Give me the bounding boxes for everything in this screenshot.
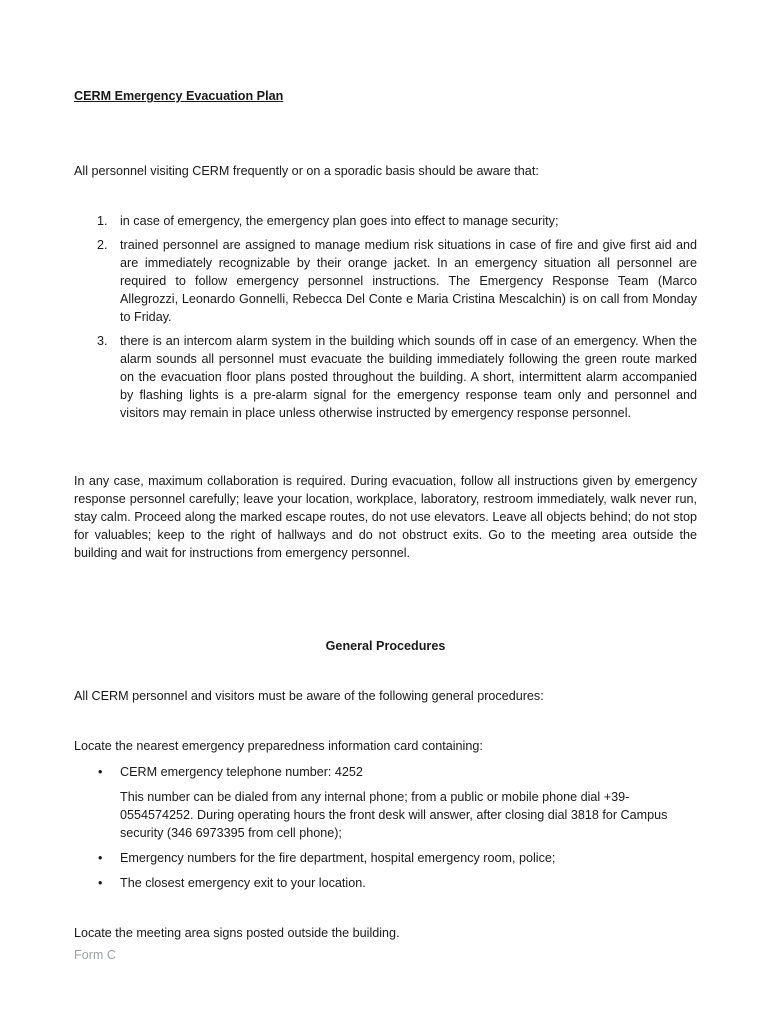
locate-signs-text: Locate the meeting area signs posted outside the building. (74, 926, 400, 940)
list-number: 1. (97, 214, 108, 228)
list-item-text: there is an intercom alarm system in the building which sounds off in case of an emergency. When the alarm sounds all personnel must evacuate the building immediately following the green route marked on the evacuation floor plans posted throughout the building. A short, intermittent alarm accompanied by flashing lights is a pre-alarm signal for the emergency response team only and personnel and visitors may remain in place unless otherwise instructed by emergency response personnel. (120, 334, 697, 420)
locate-card-text: Locate the nearest emergency preparedness information card containing: (74, 739, 483, 753)
bullet-icon: • (98, 876, 103, 890)
numbered-list (74, 212, 697, 428)
document-title: CERM Emergency Evacuation Plan (74, 89, 284, 103)
list-item-text: in case of emergency, the emergency plan goes into effect to manage security; (120, 214, 559, 228)
list-number: 3. (97, 334, 108, 348)
bullet-text: CERM emergency telephone number: 4252 (120, 765, 363, 779)
bullet-list (74, 763, 697, 899)
bullet-item (74, 874, 697, 892)
list-number: 2. (97, 238, 108, 252)
list-item (74, 236, 697, 326)
intro-text: All personnel visiting CERM frequently or on a sporadic basis should be aware that: (74, 164, 539, 178)
bullet-item (74, 763, 697, 842)
bullet-text: The closest emergency exit to your location. (120, 876, 366, 890)
collaboration-paragraph: In any case, maximum collaboration is required. During evacuation, follow all instructions given by emergency response personnel carefully; leave your location, workplace, laboratory, restroom immediately, walk never run, stay calm. Proceed along the marked escape routes, do not use elevators. Leave all objects behind; do not stop for valuables; keep to the right of hallways and do not obstruct exits. Go to the meeting area outside the building and wait for instructions from emergency personnel. (74, 474, 697, 560)
list-item (74, 332, 697, 422)
footer-form-label: Form C (74, 948, 116, 962)
bullet-text: Emergency numbers for the fire department, hospital emergency room, police; (120, 851, 556, 865)
list-item (74, 212, 697, 230)
bullet-item (74, 849, 697, 867)
bullet-icon: • (98, 765, 103, 779)
bullet-icon: • (98, 851, 103, 865)
section-heading: General Procedures (325, 639, 446, 653)
bullet-subtext: This number can be dialed from any internal phone; from a public or mobile phone dial +39-0554574252. During operating hours the front desk will answer, after closing dial 3818 for Campus security (346 6973395 from cell phone); (120, 790, 668, 840)
list-item-text: trained personnel are assigned to manage medium risk situations in case of fire and give first aid and are immediately recognizable by their orange jacket. In an emergency situation all personnel are required to follow emergency personnel instructions. The Emergency Response Team (Marco Allegrozzi, Leonardo Gonnelli, Rebecca Del Conte e Maria Cristina Mescalchin) is on call from Monday to Friday. (120, 238, 697, 324)
section-intro: All CERM personnel and visitors must be aware of the following general procedures: (74, 689, 544, 703)
